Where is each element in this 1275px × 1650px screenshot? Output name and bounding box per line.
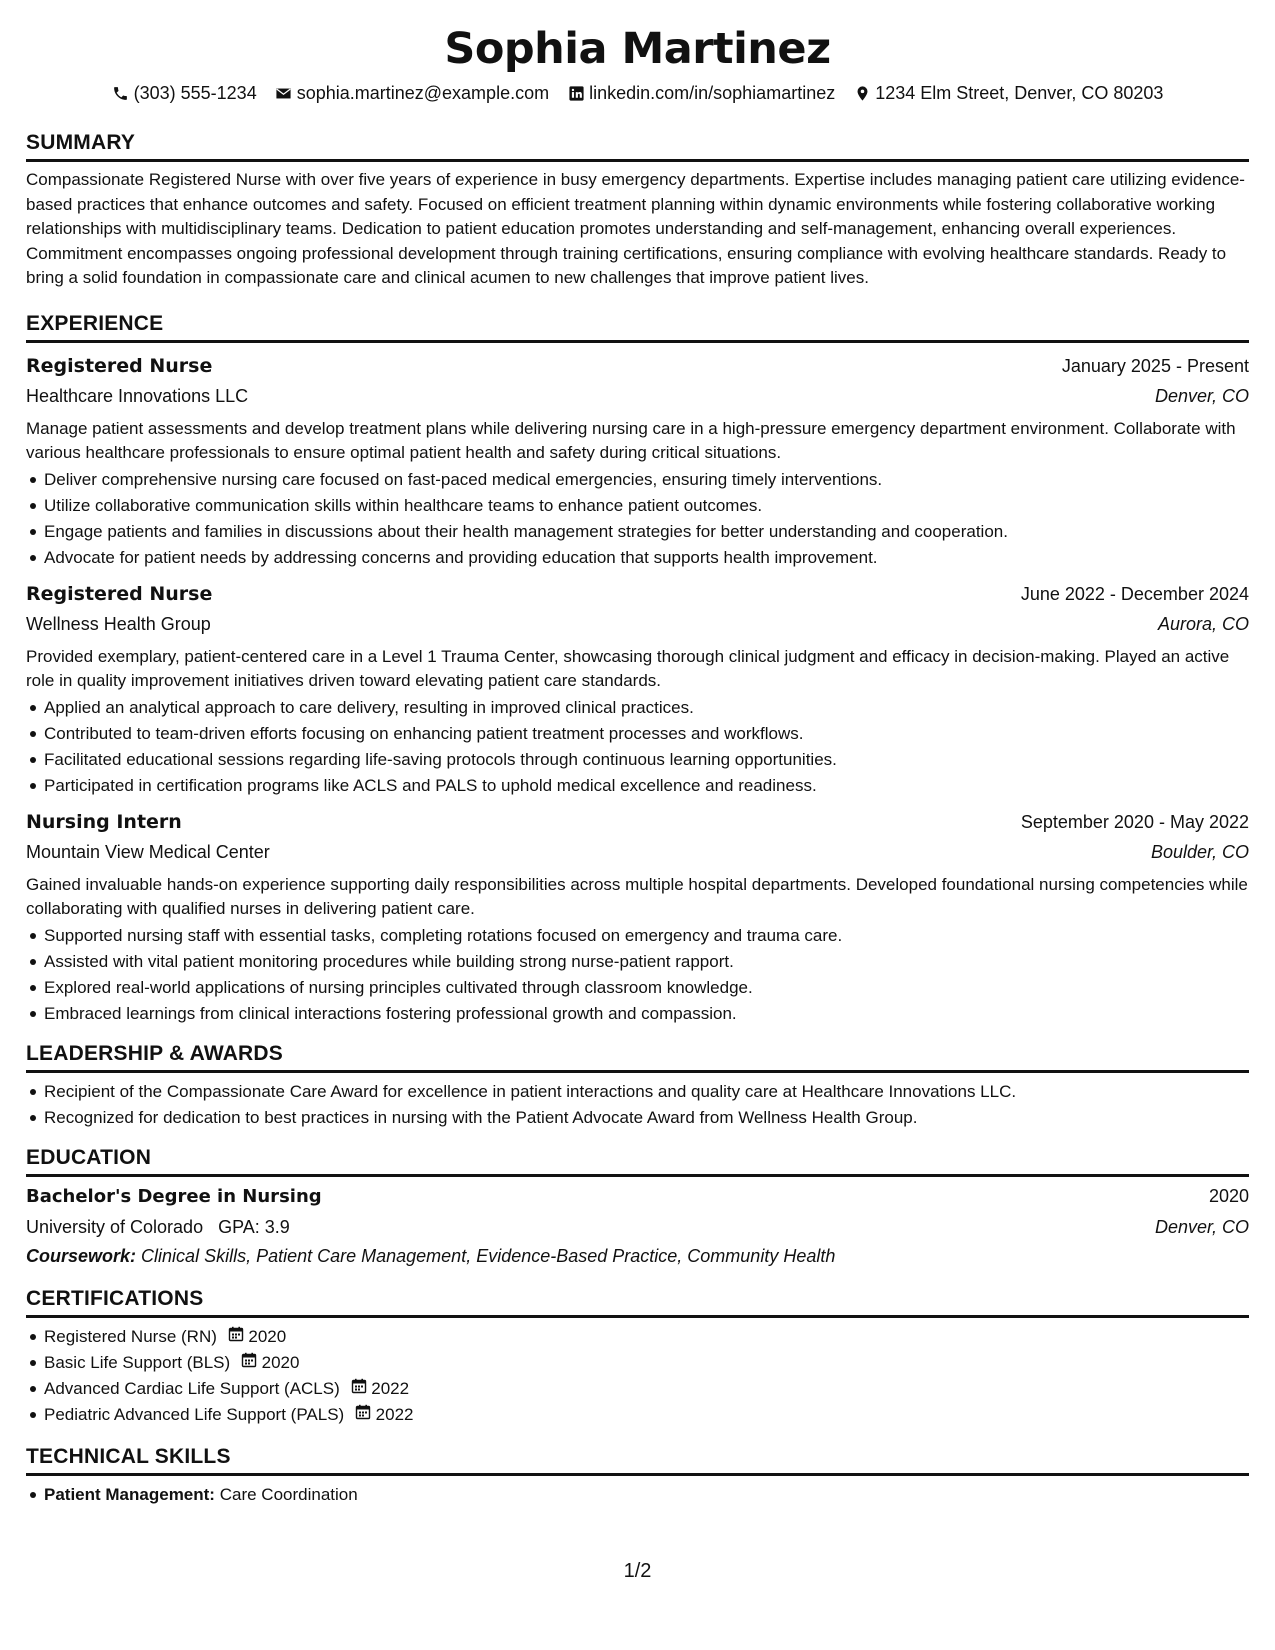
job-location: Boulder, CO	[1150, 841, 1249, 862]
section-title-awards: LEADERSHIP & AWARDS	[26, 1041, 1249, 1073]
cert-name: Basic Life Support (BLS)	[44, 1352, 231, 1372]
calendar-icon	[228, 1326, 244, 1342]
job-entry	[26, 579, 1249, 799]
candidate-name: Sophia Martinez	[444, 24, 831, 74]
education-section	[26, 1145, 1249, 1270]
skills-section	[26, 1444, 1249, 1508]
job-location: Denver, CO	[1154, 385, 1249, 406]
job-bullets	[26, 695, 1249, 799]
cert-year: 2022	[375, 1404, 414, 1424]
list-item: Facilitated educational sessions regarding life-saving protocols through continuous learning opportunities.	[44, 747, 1249, 773]
certifications-section	[26, 1286, 1249, 1428]
skill-label: Patient Management:	[44, 1484, 215, 1504]
list-item	[44, 1324, 1249, 1350]
job-role: Nursing Intern	[26, 810, 182, 833]
section-title-education: EDUCATION	[26, 1145, 1249, 1177]
cert-year: 2020	[248, 1326, 287, 1346]
list-item: Embraced learnings from clinical interactions fostering professional growth and compassion.	[44, 1001, 1249, 1027]
list-item: Deliver comprehensive nursing care focused on fast-paced medical emergencies, ensuring timely interventions.	[44, 467, 1249, 493]
job-organization: Wellness Health Group	[26, 613, 211, 634]
job-location: Aurora, CO	[1157, 613, 1249, 634]
degree-year: 2020	[1208, 1185, 1249, 1206]
list-item	[44, 1350, 1249, 1376]
calendar-icon	[351, 1378, 367, 1394]
list-item: Engage patients and families in discussions about their health management strategies for better understanding and cooperation.	[44, 519, 1249, 545]
job-dates: June 2022 - December 2024	[1020, 583, 1249, 604]
contact-phone	[112, 82, 257, 104]
coursework-label: Coursework:	[26, 1245, 137, 1266]
school-name: University of Colorado	[26, 1216, 204, 1237]
list-item: Advocate for patient needs by addressing concerns and providing education that supports health improvement.	[44, 545, 1249, 571]
email-link[interactable]: sophia.martinez@example.com	[296, 83, 550, 103]
summary-section	[26, 130, 1249, 291]
list-item: Contributed to team-driven efforts focusing on enhancing patient treatment processes and workflows.	[44, 721, 1249, 747]
cert-year: 2022	[371, 1378, 410, 1398]
cert-name: Registered Nurse (RN)	[44, 1326, 217, 1346]
section-title-skills: TECHNICAL SKILLS	[26, 1444, 1249, 1476]
section-title-experience: EXPERIENCE	[26, 311, 1249, 343]
job-dates: January 2025 - Present	[1061, 355, 1249, 376]
school-location: Denver, CO	[1154, 1216, 1249, 1237]
job-description: Provided exemplary, patient-centered care in a Level 1 Trauma Center, showcasing thorough clinical judgment and efficacy in decision-making. Played an active role in quality improvement initiatives driven toward elevating patient care standards.	[26, 646, 1230, 690]
degree-title: Bachelor's Degree in Nursing	[26, 1185, 322, 1207]
cert-name: Pediatric Advanced Life Support (PALS)	[44, 1404, 345, 1424]
job-role: Registered Nurse	[26, 354, 213, 377]
address-text: 1234 Elm Street, Denver, CO 80203	[875, 83, 1164, 103]
list-item: Recipient of the Compassionate Care Award for excellence in patient interactions and quality care at Healthcare Innovations LLC.	[44, 1079, 1249, 1105]
section-title-certifications: CERTIFICATIONS	[26, 1286, 1249, 1318]
skills-list	[26, 1482, 1249, 1508]
list-item: Applied an analytical approach to care delivery, resulting in improved clinical practices.	[44, 695, 1249, 721]
list-item	[44, 1376, 1249, 1402]
coursework-line	[26, 1242, 1249, 1270]
list-item: Participated in certification programs like ACLS and PALS to uphold medical excellence and readiness.	[44, 773, 1249, 799]
list-item	[44, 1402, 1249, 1428]
summary-text: Compassionate Registered Nurse with over five years of experience in busy emergency departments. Expertise includes managing patient care utilizing evidence-based practices that enhance outcomes and safety. Focused on efficient treatment planning within dynamic environments while fostering collaborative working relationships with multidisciplinary teams. Dedication to patient education promotes understanding and self-management, enhancing overall experiences. Commitment encompasses ongoing professional development through training certifications, ensuring compliance with evolving healthcare standards. Ready to bring a solid foundation in compassionate care and clinical acumen to new challenges that improve patient lives.	[26, 170, 1245, 287]
map-pin-icon	[853, 84, 871, 102]
job-entry	[26, 351, 1249, 571]
contact-bar	[26, 82, 1249, 104]
linkedin-link[interactable]: linkedin.com/in/sophiamartinez	[589, 83, 836, 103]
phone-icon	[112, 84, 130, 102]
job-description: Gained invaluable hands-on experience supporting daily responsibilities across multiple hospital departments. Developed foundational nursing competencies while collaborating with qualified nurses in delivering patient care.	[26, 874, 1248, 918]
job-organization: Healthcare Innovations LLC	[26, 385, 249, 406]
cert-year: 2020	[261, 1352, 300, 1372]
school-line	[26, 1212, 290, 1242]
contact-email[interactable]	[275, 82, 549, 104]
job-organization: Mountain View Medical Center	[26, 841, 270, 862]
cert-name: Advanced Cardiac Life Support (ACLS)	[44, 1378, 340, 1398]
certifications-list	[26, 1324, 1249, 1428]
experience-section	[26, 311, 1249, 1027]
list-item	[44, 1482, 1249, 1508]
list-item: Supported nursing staff with essential tasks, completing rotations focused on emergency and trauma care.	[44, 923, 1249, 949]
list-item: Recognized for dedication to best practices in nursing with the Patient Advocate Award from Wellness Health Group.	[44, 1105, 1249, 1131]
contact-address	[853, 82, 1163, 104]
job-bullets	[26, 467, 1249, 571]
job-role: Registered Nurse	[26, 582, 213, 605]
envelope-icon	[275, 84, 293, 102]
skill-value: Care Coordination	[219, 1484, 358, 1504]
calendar-icon	[355, 1404, 371, 1420]
list-item: Assisted with vital patient monitoring procedures while building strong nurse-patient rapport.	[44, 949, 1249, 975]
contact-linkedin[interactable]	[567, 82, 835, 104]
awards-section	[26, 1041, 1249, 1131]
job-dates: September 2020 - May 2022	[1020, 811, 1249, 832]
linkedin-icon	[567, 84, 585, 102]
page-indicator: 1/2	[623, 1560, 652, 1582]
job-entry	[26, 807, 1249, 1027]
coursework-text: Clinical Skills, Patient Care Management, Evidence-Based Practice, Community Health	[141, 1245, 836, 1266]
job-description: Manage patient assessments and develop treatment plans while delivering nursing care in a high-pressure emergency department environment. Collaborate with various healthcare professionals to ensure optimal patient health and safety during critical situations.	[26, 418, 1236, 462]
phone-text: (303) 555-1234	[133, 83, 257, 103]
awards-list	[26, 1079, 1249, 1131]
section-title-summary: SUMMARY	[26, 130, 1249, 162]
list-item: Explored real-world applications of nursing principles cultivated through classroom knowledge.	[44, 975, 1249, 1001]
list-item: Utilize collaborative communication skills within healthcare teams to enhance patient outcomes.	[44, 493, 1249, 519]
calendar-icon	[241, 1352, 257, 1368]
job-bullets	[26, 923, 1249, 1027]
gpa: GPA: 3.9	[218, 1216, 290, 1237]
